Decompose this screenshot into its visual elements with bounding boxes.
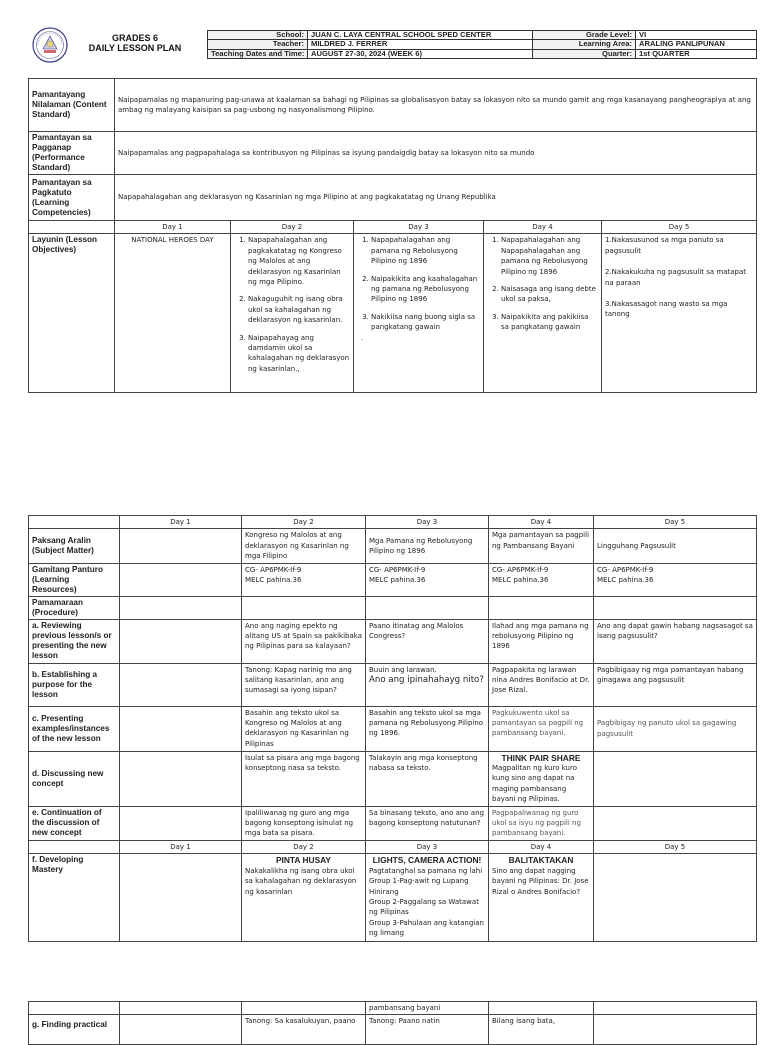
subject-day2: Kongreso ng Malolos at ang deklarasyon ng Kasarinlan ng mga Filipino bbox=[242, 529, 366, 563]
procedure-day3 bbox=[366, 596, 489, 619]
objective-day3-item: 3. Nakikiisa nang buong sigla sa pangkatang gawain bbox=[371, 312, 480, 333]
carry-blank-3 bbox=[242, 1002, 366, 1015]
discuss-day3: Talakayin ang mga konseptong nabasa sa teksto. bbox=[366, 751, 489, 806]
objective-day2-item: 3. Naipapahayag ang damdamin ukol sa kahalagahan ng deklarasyon ng kasarinlan., bbox=[248, 333, 350, 375]
objective-day5-item: 1.Nakasusunod sa mga panuto sa pagsusulit bbox=[605, 236, 724, 255]
continuation-day4: Pagpapaliwanag ng guro ukol sa isyu ng pagpili ng pambansang bayani. bbox=[489, 806, 594, 840]
subject-day4: Mga pamantayan sa pagpili ng Pambansang Bayani bbox=[489, 529, 594, 563]
mastery-day1 bbox=[120, 854, 242, 942]
dates-label: Teaching Dates and Time: bbox=[208, 49, 308, 58]
performance-standard-label: Pamantayan sa Pagganap (Performance Standard) bbox=[29, 132, 115, 175]
school-value: JUAN C. LAYA CENTRAL SCHOOL SPED CENTER bbox=[308, 31, 533, 40]
mastery-day4-text: Sino ang dapat nagging bayani ng Pilipinas: Dr. Jose Rizal o Andres Bonifacio? bbox=[492, 866, 589, 896]
learning-competency-text: Napapahalagahan ang deklarasyon ng Kasarinlan ng mga Pilipino at ang pagkakatatag ng Unang Republika bbox=[115, 175, 757, 221]
establishing-purpose-label: b. Establishing a purpose for the lesson bbox=[29, 663, 120, 706]
teacher-value: MILDRED J. FERRER bbox=[308, 40, 533, 49]
purpose-day1 bbox=[120, 663, 242, 706]
procedure-day1 bbox=[120, 596, 242, 619]
t2-day-header-2: Day 2 bbox=[242, 516, 366, 529]
examples-day3: Basahin ang teksto ukol sa mga pamana ng Rebolusyong Pilipino ng 1896. bbox=[366, 706, 489, 751]
t3-day-header-blank bbox=[29, 841, 120, 854]
purpose-day3-text: Buuin ang larawan. bbox=[369, 665, 437, 674]
discussing-concept-label: d. Discussing new concept bbox=[29, 751, 120, 806]
day-header-2: Day 2 bbox=[231, 221, 354, 234]
mastery-day2-text: Nakakalikha ng isang obra ukol sa kahalagahan ng deklarasyon ng kasarinlan bbox=[245, 866, 357, 896]
t2-day-header-4: Day 4 bbox=[489, 516, 594, 529]
performance-standard-text: Naipapamalas ang pagpapahalaga sa kontribusyon ng Pilipinas sa isyung pandaigdig batay sa lokasyon nito sa mundo bbox=[115, 132, 757, 175]
review-day5: Ano ang dapat gawin habang nagsasagot sa isang pagsusulit? bbox=[594, 619, 757, 663]
mastery-day4 bbox=[489, 854, 594, 942]
grade-level-label: Grade Level: bbox=[533, 31, 636, 40]
discuss-day1 bbox=[120, 751, 242, 806]
continuation-day1 bbox=[120, 806, 242, 840]
carry-blank-5 bbox=[489, 1002, 594, 1015]
quarter-value: 1st QUARTER bbox=[636, 49, 757, 58]
t3-day-header-2: Day 2 bbox=[242, 841, 366, 854]
purpose-day3 bbox=[366, 663, 489, 706]
practical-day2: Tanong: Sa kasalukuyan, paano bbox=[242, 1015, 366, 1045]
review-day2: Ano ang naging epekto ng alitang US at Spain sa pakikibaka ng Pilipinas para sa kalayaan? bbox=[242, 619, 366, 663]
mastery-day3-text: Pagtatanghal sa pamana ng lahi Group 1-Pag-awit ng Lupang Hinirang Group 2-Paggalang sa Watawat ng Pilipinas Group 3-Pahulaan ang katangian ng limang bbox=[369, 866, 484, 938]
finding-practical-label: g. Finding practical bbox=[29, 1015, 120, 1045]
day-header-1: Day 1 bbox=[115, 221, 231, 234]
quarter-label: Quarter: bbox=[533, 49, 636, 58]
discuss-day5 bbox=[594, 751, 757, 806]
day-header-5: Day 5 bbox=[602, 221, 757, 234]
t3-day-header-3: Day 3 bbox=[366, 841, 489, 854]
content-standard-text: Naipapamalas ng mapanuring pag-unawa at kaalaman sa bahagi ng Pilipinas sa globalisasyon batay sa lokasyon nito sa mundo gamit ang mga kasanayang pangheograpiya at ang ambag ng malayang kaisipan sa pag-usbong ng nasyonalismong Pilipino. bbox=[115, 79, 757, 132]
review-day1 bbox=[120, 619, 242, 663]
carry-over-day3: pambansang bayani bbox=[366, 1002, 489, 1015]
mastery-day2 bbox=[242, 854, 366, 942]
purpose-day3-question: Ano ang ipinahahayg nito? bbox=[369, 675, 484, 686]
learning-area-value: ARALING PANLIPUNAN bbox=[636, 40, 757, 49]
carry-blank-2 bbox=[120, 1002, 242, 1015]
objectives-day2 bbox=[231, 234, 354, 393]
objective-day5-item: 3.Nakasasagot nang wasto sa mga tanong bbox=[605, 300, 728, 319]
objective-day3-item: 1. Napapahalagahan ang pamana ng Rebolusyong Pilipino ng 1896 bbox=[371, 235, 480, 266]
examples-day4: Pagkukuwento ukol sa pamantayan sa pagpili ng pambansang bayani. bbox=[489, 706, 594, 751]
think-pair-share-heading: THINK PAIR SHARE bbox=[501, 752, 581, 763]
header-info-table bbox=[207, 30, 757, 59]
procedure-label: Pamamaraan (Procedure) bbox=[29, 596, 120, 619]
practical-application-table bbox=[28, 1001, 757, 1045]
continuation-day3: Sa binasang teksto, ano ano ang bagong konseptong natutunan? bbox=[366, 806, 489, 840]
t2-day-header-blank bbox=[29, 516, 120, 529]
carry-blank-1 bbox=[29, 1002, 120, 1015]
purpose-day2: Tanong: Kapag narinig mo ang salitang kasarinlan, ano ang sumasagi sa iyong isipan? bbox=[242, 663, 366, 706]
carry-blank-6 bbox=[594, 1002, 757, 1015]
subject-day1 bbox=[120, 529, 242, 563]
mastery-day3 bbox=[366, 854, 489, 942]
objectives-label: Layunin (Lesson Objectives) bbox=[29, 234, 115, 393]
review-day3: Paano itinatag ang Malolos Congress? bbox=[366, 619, 489, 663]
practical-day5 bbox=[594, 1015, 757, 1045]
objective-day5-item: 2.Nakakukuha ng pagsusulit sa matapat na paraan bbox=[605, 268, 747, 287]
procedure-day4 bbox=[489, 596, 594, 619]
practical-day4: Bilang isang bata, bbox=[489, 1015, 594, 1045]
t3-day-header-5: Day 5 bbox=[594, 841, 757, 854]
lights-camera-action-heading: LIGHTS, CAMERA ACTION! bbox=[372, 855, 482, 866]
objective-day4-item: 1. Napapahalagahan ang Napapahalagahan ang pamana ng Rebolusyong Pilipino ng 1896 bbox=[501, 235, 598, 277]
procedure-table bbox=[28, 515, 757, 841]
objective-day4-item: 2. Naisasaga ang isang debte ukol sa paksa, bbox=[501, 284, 598, 305]
t2-day-header-1: Day 1 bbox=[120, 516, 242, 529]
learning-competency-label: Pamantayan sa Pagkatuto (Learning Competencies) bbox=[29, 175, 115, 221]
purpose-day4: Pagpapakita ng larawan nina Andres Bonifacio at Dr. Jose Rizal. bbox=[489, 663, 594, 706]
grade-level-value: VI bbox=[636, 31, 757, 40]
examples-day2: Basahin ang teksto ukol sa Kongreso ng Malolos at ang deklarasyon ng Kasarinlan ng Pilipinas bbox=[242, 706, 366, 751]
dates-value: AUGUST 27-30, 2024 (WEEK 6) bbox=[308, 49, 533, 58]
subject-day5: Lingguhang Pagsusulit bbox=[594, 529, 757, 563]
discuss-day4 bbox=[489, 751, 594, 806]
pinta-husay-heading: PINTA HUSAY bbox=[275, 855, 332, 866]
t2-day-header-3: Day 3 bbox=[366, 516, 489, 529]
day-header-4: Day 4 bbox=[484, 221, 602, 234]
subject-day3: Mga Pamana ng Rebolusyong Pilipino ng 1896 bbox=[366, 529, 489, 563]
procedure-day2 bbox=[242, 596, 366, 619]
title-plan: DAILY LESSON PLAN bbox=[88, 43, 182, 53]
deped-seal-logo bbox=[32, 27, 68, 63]
mastery-day5 bbox=[594, 854, 757, 942]
objective-day3-tail: . bbox=[361, 333, 364, 342]
school-label: School: bbox=[208, 31, 308, 40]
standards-objectives-table bbox=[28, 78, 757, 393]
objective-day2-item: 2. Nakaguguhit ng isang obra ukol sa kahalagahan ng deklarasyon ng kasarinlan. bbox=[248, 294, 350, 325]
discuss-day4-text: Magpalitan ng kuro kuro kung sino ang dapat na maging pambansang bayani ng Pilipinas. bbox=[492, 764, 577, 804]
continuation-day2: Ipaliliwanag ng guro ang mga bagong konseptong isinulat ng mga bata sa pisara. bbox=[242, 806, 366, 840]
objectives-day1: NATIONAL HEROES DAY bbox=[115, 234, 231, 393]
t3-day-header-1: Day 1 bbox=[120, 841, 242, 854]
developing-mastery-label: f. Developing Mastery bbox=[29, 854, 120, 942]
objectives-day5 bbox=[602, 234, 757, 393]
purpose-day5: Pagbibigaay ng mga pamantayan habang ginagawa ang pagsusulit bbox=[594, 663, 757, 706]
practical-day3: Tanong: Paano natin bbox=[366, 1015, 489, 1045]
subject-matter-label: Paksang Aralin (Subject Matter) bbox=[29, 529, 120, 563]
examples-day5: Pagbibigay ng panuto ukol sa gagawing pagsusulit bbox=[594, 706, 757, 751]
objective-day2-item: 1. Napapahalagahan ang pagkakatatag ng Kongreso ng Malolos at ang deklarasyon ng Kasarinlan ng mga Pilipino. bbox=[248, 235, 350, 287]
continuation-day5 bbox=[594, 806, 757, 840]
t3-day-header-4: Day 4 bbox=[489, 841, 594, 854]
content-standard-label: Pamantayang Nilalaman (Content Standard) bbox=[29, 79, 115, 132]
procedure-day5 bbox=[594, 596, 757, 619]
day-header-3: Day 3 bbox=[354, 221, 484, 234]
review-day4: Ilahad ang mga pamana ng rebolusyong Pilipino ng 1896 bbox=[489, 619, 594, 663]
document-title bbox=[70, 33, 200, 53]
objective-day4-item: 3. Naipakikita ang pakikiisa sa pangkatang gawain bbox=[501, 312, 598, 333]
practical-day1 bbox=[120, 1015, 242, 1045]
presenting-examples-label: c. Presenting examples/instances of the new lesson bbox=[29, 706, 120, 751]
balitaktakan-heading: BALITAKTAKAN bbox=[508, 855, 574, 866]
learning-resources-label: Gamitang Panturo (Learning Resources) bbox=[29, 563, 120, 596]
t2-day-header-5: Day 5 bbox=[594, 516, 757, 529]
continuation-label: e. Continuation of the discussion of new concept bbox=[29, 806, 120, 840]
resources-day2: CG- AP6PMK-If-9 MELC pahina.36 bbox=[242, 563, 366, 596]
day-header-blank bbox=[29, 221, 115, 234]
resources-day4: CG- AP6PMK-If-9 MELC pahina.36 bbox=[489, 563, 594, 596]
title-grade: GRADES 6 bbox=[111, 33, 158, 43]
resources-day3: CG- AP6PMK-If-9 MELC pahina.36 bbox=[366, 563, 489, 596]
teacher-label: Teacher: bbox=[208, 40, 308, 49]
reviewing-lesson-label: a. Reviewing previous lesson/s or presenting the new lesson bbox=[29, 619, 120, 663]
resources-day1 bbox=[120, 563, 242, 596]
objectives-day4 bbox=[484, 234, 602, 393]
discuss-day2: Isulat sa pisara ang mga bagong konseptong nasa sa teksto. bbox=[242, 751, 366, 806]
resources-day5: CG- AP6PMK-If-9 MELC pahina.36 bbox=[594, 563, 757, 596]
objective-day3-item: 2. Naipakikita ang kaahalagahan ng pamana ng Rebolusyong Pilipino ng 1896 bbox=[371, 274, 480, 305]
developing-mastery-table bbox=[28, 840, 757, 942]
objectives-day3 bbox=[354, 234, 484, 393]
examples-day1 bbox=[120, 706, 242, 751]
learning-area-label: Learning Area: bbox=[533, 40, 636, 49]
